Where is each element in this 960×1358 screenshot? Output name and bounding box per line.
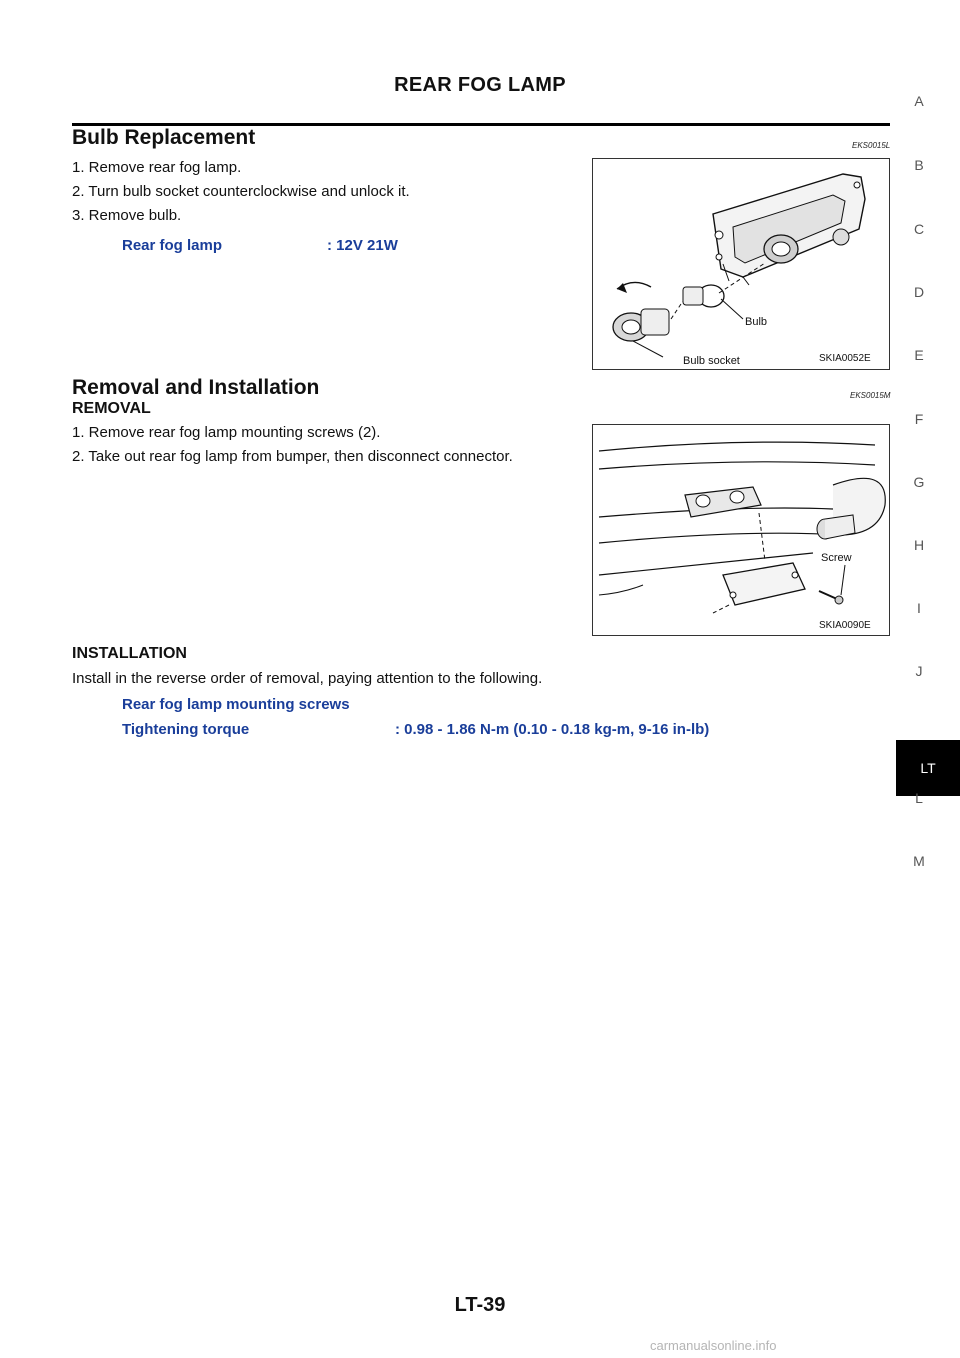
label-screw: Screw [821, 552, 852, 564]
side-index-j[interactable]: J [915, 663, 923, 679]
spec-value-rear-fog-lamp: : 12V 21W [327, 237, 398, 254]
figure-bulb-replacement [592, 158, 890, 370]
side-index-a[interactable]: A [914, 93, 924, 109]
label-bulb: Bulb [745, 316, 768, 328]
page-number: LT-39 [454, 1294, 506, 1316]
side-index-m[interactable]: M [913, 853, 925, 869]
step-3-bulb: 3. Remove bulb. [72, 207, 182, 224]
section-code-removal: EKS0015M [850, 391, 891, 400]
step-2-removal: 2. Take out rear fog lamp from bumper, then disconnect connector. [72, 448, 513, 465]
section-code-bulb: EKS0015L [852, 141, 891, 150]
side-index-lt-active[interactable] [896, 740, 960, 796]
side-index-i[interactable]: I [917, 600, 921, 616]
figure-code-bulb: SKIA0052E [819, 353, 871, 364]
side-index-f[interactable]: F [914, 411, 924, 427]
spec-label-rear-fog-lamp: Rear fog lamp [122, 237, 223, 254]
step-1-removal: 1. Remove rear fog lamp mounting screws (2). [72, 424, 381, 441]
installation-text: Install in the reverse order of removal, paying attention to the following. [72, 670, 543, 687]
section-title-bulb-replacement: Bulb Replacement [72, 126, 256, 149]
removal-diagram [593, 425, 889, 635]
side-index-lt-label: LT [920, 760, 936, 776]
page-title: REAR FOG LAMP [394, 74, 566, 96]
side-index-g[interactable]: G [913, 474, 925, 490]
side-index-l[interactable]: L [915, 790, 923, 806]
spec-label-tightening-torque: Tightening torque [122, 721, 250, 738]
label-bulb-socket: Bulb socket [683, 355, 740, 367]
side-index-c[interactable]: C [913, 221, 925, 237]
step-2-bulb: 2. Turn bulb socket counterclockwise and unlock it. [72, 183, 410, 200]
side-index-e[interactable]: E [914, 347, 924, 363]
step-1-bulb: 1. Remove rear fog lamp. [72, 159, 242, 176]
side-index-h[interactable]: H [913, 537, 925, 553]
side-index-b[interactable]: B [914, 157, 924, 173]
watermark[interactable]: carmanualsonline.info [650, 1338, 777, 1353]
subsection-title-installation: INSTALLATION [72, 645, 187, 662]
section-title-removal-installation: Removal and Installation [72, 376, 320, 399]
bulb-diagram [593, 159, 889, 369]
side-index-d[interactable]: D [913, 284, 925, 300]
figure-removal [592, 424, 890, 636]
spec-heading-mounting-screws: Rear fog lamp mounting screws [122, 696, 350, 713]
subsection-title-removal: REMOVAL [72, 400, 151, 417]
figure-code-removal: SKIA0090E [819, 620, 871, 631]
spec-value-tightening-torque: : 0.98 - 1.86 N-m (0.10 - 0.18 kg-m, 9-16 in-lb) [395, 721, 710, 738]
